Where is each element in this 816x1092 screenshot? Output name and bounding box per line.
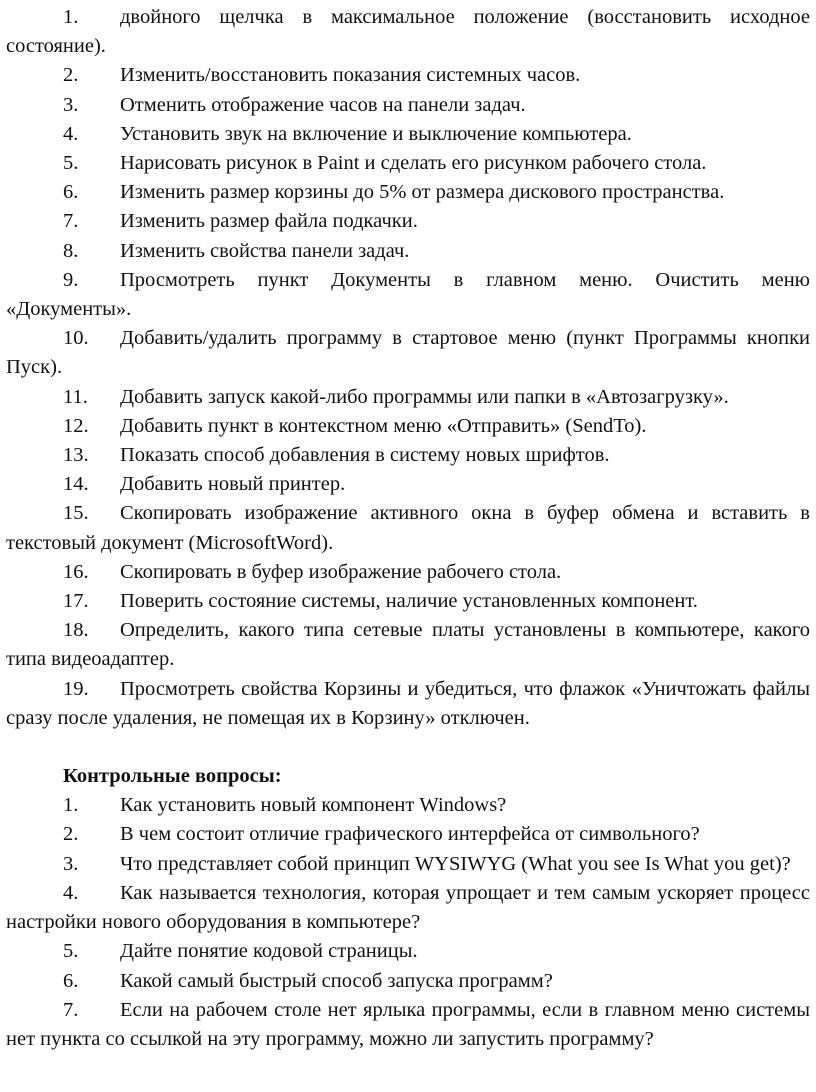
task-item-19: 19. Просмотреть свойства Корзины и убедиться, что флажок «Уничтожать файлы сразу после удаления, не помещая их в Корзину» отключен. — [6, 677, 810, 729]
task-item-7: 7. Изменить размер файла подкачки. — [63, 210, 418, 233]
task-item-12: 12. Добавить пункт в контекстном меню «Отправить» (SendTo). — [63, 414, 647, 437]
task-item-8: 8. Изменить свойства панели задач. — [63, 239, 410, 262]
question-item-1: 1. Как установить новый компонент Windows? — [63, 794, 507, 817]
task-item-6: 6. Изменить размер корзины до 5% от размера дискового пространства. — [63, 181, 725, 204]
questions-heading: Контрольные вопросы: — [63, 765, 282, 788]
question-list — [6, 791, 810, 1054]
task-item-17: 17. Поверить состояние системы, наличие установленных компонент. — [63, 590, 698, 613]
task-item-1: 1. двойного щелчка в максимальное положение (восстановить исходное состояние). — [6, 6, 810, 58]
question-item-6: 6. Какой самый быстрый способ запуска программ? — [63, 969, 553, 992]
task-item-13: 13. Показать способ добавления в систему новых шрифтов. — [63, 444, 610, 467]
task-item-5: 5. Нарисовать рисунок в Paint и сделать его рисунком рабочего стола. — [63, 152, 707, 175]
task-item-15: 15. Скопировать изображение активного окна в буфер обмена и вставить в текстовый документ (MicrosoftWord). — [6, 502, 810, 554]
task-item-14: 14. Добавить новый принтер. — [63, 473, 346, 496]
question-item-2: 2. В чем состоит отличие графического интерфейса от символьного? — [63, 823, 700, 846]
question-item-3: 3. Что представляет собой принцип WYSIWYG (What you see Is What you get)? — [63, 852, 791, 875]
task-item-18: 18. Определить, какого типа сетевые платы установлены в компьютере, какого типа видеоадаптер. — [6, 619, 810, 671]
task-item-2: 2. Изменить/восстановить показания системных часов. — [63, 64, 581, 87]
task-item-16: 16. Скопировать в буфер изображение рабочего стола. — [63, 560, 562, 583]
question-item-5: 5. Дайте понятие кодовой страницы. — [63, 940, 418, 963]
question-item-4: 4. Как называется технология, которая упрощает и тем самым ускоряет процесс настройки нового оборудования в компьютере? — [6, 881, 810, 934]
task-item-3: 3. Отменить отображение часов на панели задач. — [63, 93, 526, 116]
task-item-4: 4. Установить звук на включение и выключение компьютера. — [63, 122, 632, 145]
task-list — [6, 3, 810, 733]
question-item-7: 7. Если на рабочем столе нет ярлыка программы, если в главном меню системы нет пункта со ссылкой на эту программу, можно ли запустить программу? — [6, 998, 810, 1050]
task-item-11: 11. Добавить запуск какой-либо программы или папки в «Автозагрузку». — [63, 385, 729, 408]
task-item-9: 9. Просмотреть пункт Документы в главном меню. Очистить меню «Документы». — [6, 268, 810, 321]
task-item-10: 10. Добавить/удалить программу в стартовое меню (пункт Программы кнопки Пуск). — [6, 327, 810, 379]
section-gap — [6, 733, 810, 762]
